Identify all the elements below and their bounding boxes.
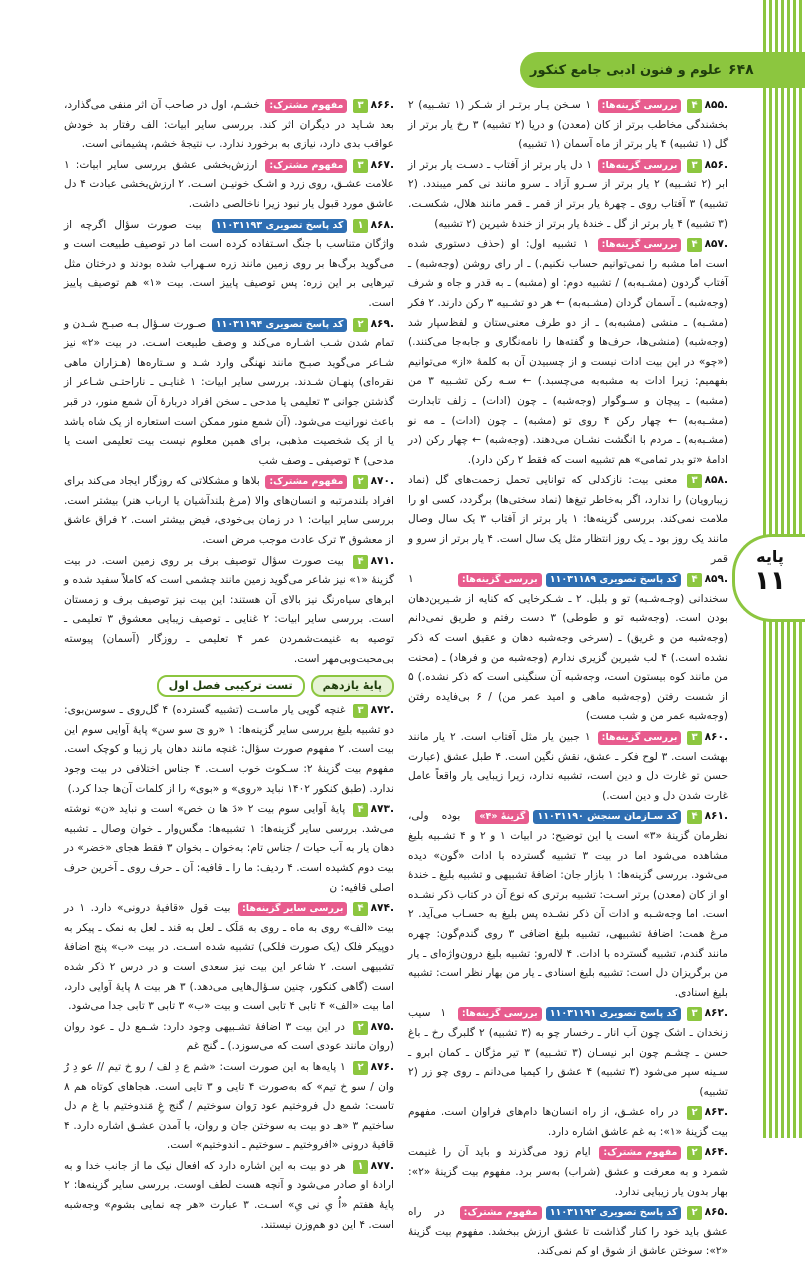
question-number: .۸۵۹ — [704, 573, 728, 586]
left-column-part-a — [64, 96, 394, 669]
answer-text: در راه عشق باید خود را کنار گذاشت تا عشق ارزش ببخشد. مفهوم بیت گزینهٔ «۲»: سوختن عاشق از شوق او کم نمی‌کند. — [408, 1206, 728, 1258]
correct-option-badge: ۱ — [353, 219, 367, 233]
section-title: تست ترکیبی فصل اول — [157, 675, 305, 697]
answer-item — [408, 807, 728, 1003]
answer-label: بررسی گزینه‌ها: — [458, 1007, 542, 1021]
answer-label: مفهوم مشترک: — [599, 1146, 681, 1160]
answer-item — [64, 96, 394, 155]
answer-code-badge: کد پاسخ تصویری ۱۱۰۳۱۱۹۳ — [212, 219, 348, 233]
question-number: .۸۶۸ — [370, 218, 394, 231]
question-number: .۸۶۰ — [704, 731, 728, 743]
answer-text: خشـم، اول در صاحب آن اثر منفی می‌گذارد، بعد شـاید در دیگران اثر کند. بررسی سایر ابیات: الف رفتار بد خودش عواقب بدی دارد، نیازی به برخورد ندارد. ب نتیجهٔ خشم، پشیمانی است. — [64, 99, 394, 151]
section-grade: پایهٔ یازدهم — [311, 675, 394, 697]
answer-item — [64, 156, 394, 215]
answer-code-badge: کد سـازمان سنجش ۱۱۰۳۱۱۹۰ — [533, 810, 681, 824]
answer-text: ۱ سـخن یـار برتـر از شـکر (۱ تشـبیه) ۲ بخشندگی مخاطب برتر از کان (معدن) و دریا (۲ تشبیه) ۳ رخ یار برتر از گل (۱ تشبیه) ۴ یار برتر از ماه آسمان (۱ تشبیه) — [408, 99, 729, 151]
answer-text: ۱ جبین یار مثل آفتاب است. ۲ یار مانند بهشت است. ۳ لوح فکر ـ عشق، نقش نگین است. ۴ طبل عشق (عبارت حسن تو غارت دل و دین است، تشبیه ندارد، زیرا زیبایی یار واقعاً عامل غارت شدن دل و دین است.) — [408, 731, 728, 802]
correct-option-badge: ۳ — [687, 1007, 701, 1021]
answer-item — [64, 216, 394, 314]
answer-item — [64, 899, 394, 1017]
correct-option-badge: ۴ — [687, 99, 701, 113]
answer-text: ۱ تشبیه اول: او (حذف دستوری شده است اما مشبه را نمی‌توانیم حساب نکنیم.) ـ ار رای روشن (وجه‌شبه) ـ آفتاب گردون (مشـبه‌به) / تشبیه دوم: او (مشبه) ـ به قدر و جاه و شرف (وجه‌شبه) ـ آسمان گردان (مشـبه‌به) ← هر دو تشـبیه ۳ رکن دارند. ۲ فکر (مشـبه) ـ منشی (مشبه‌به) ـ از دو طرف معنی‌ستان و لفظ‌سپار شد (وجه‌شبه) (منشی‌ها، حرف‌ها و گفته‌ها را نامه‌نگاری و جابه‌جا می‌کنند.) («چو» در این بیت ادات نیست و از چسبیدن آن به کلمهٔ «از» می‌توانیم بفهمیم: زیرا ادات به مشبه‌به می‌چسبد.) ← سـه رکن تشـبیه ۳ من (مشبه) ـ پیچان و سـوگوار (وجه‌شبه) ـ چون (ادات) ـ زلف تابدارت (مشـبه‌به) ← چهار رکن ۴ روی تو (مشبه) ـ چون (ادات) ـ مه نو (مشـبه‌به) ـ مردم با انگشت نشـان می‌دهند. (وجه‌شبه) ← چهار رکن (در ادامهٔ «تو بدر تمامی» هم تشبیه است که فقط ۲ رکن دارد). — [408, 238, 729, 466]
answer-text: معنی بیت: نازکدلی که توانایی تحمل زحمت‌های گل (نماد زیبارویان) را ندارد، اگر به‌خاطر تیغ‌ها (نماد سختی‌ها) برگردد، کسی او را ملامت نمی‌کند. بررسی گزینه‌ها: ۱ یار برتر از آفتاب ۳ یک سال وصال مانند یک روز بود ـ یک روز انتظار مثل یک سال است. ۴ یار برتر از سرو و قمر — [408, 474, 728, 565]
question-number: .۸۷۷ — [370, 1159, 394, 1172]
correct-option-badge: ۲ — [687, 1106, 701, 1120]
question-number: .۸۶۳ — [704, 1106, 728, 1119]
answer-item — [64, 472, 394, 550]
answer-text: صـورت سـؤال بـه صبـح شـدن و تمام شدن شـب اشـاره می‌کند و وصف طبیعت اسـت. در بیت «۲» نیز شـاعر می‌گوید صبـح مانند نهنگی وارد شـد و سـتاره‌ها (هـزاران ماهی نقره‌ای) پنهـان شـدند. بررسی سایر ابیات: ۱ غنایـی ـ ناراحتـی شـاعر از گذشتن جوانی ۳ تعلیمی یا مدحی ـ سخن افراد دربارهٔ آن شمع منور، در قبر باعث نورانیت می‌شود. (آن شمع منور ممکن است استعاره از یک شاه باشد یا از یک شخصیت مذهبی، برای همین معلوم نیست بیت تعلیمی است یا مدحی) ۴ توصیفی ـ وصف شب — [64, 317, 394, 467]
answer-text: ۱ دل یار برتر از آفتاب ـ دسـت یار برتر از ابر (۲ تشـبیه) ۲ یار برتر از سـرو آزاد ـ سرو مانند نی کمر میبندد. (۲ تشبیه) ۳ آفتاب روی ـ چهرهٔ یار برتر از قمر ـ قمر مانند هلال، شکسـت. (۳ تشبیه) ۴ یار برتر از گل ـ خندهٔ یار برتر از خندهٔ شیرین (۲ تشبیه) — [408, 158, 728, 230]
answer-label: بررسی گزینه‌ها: — [598, 238, 682, 252]
answer-text: بلاها و مشکلاتی که روزگار ایجاد می‌کند برای افراد بلندمرتبه و انسان‌های والا (مرغ بلندآشیان یا ارباب هنر) بیشتر است. بررسی سایر ابیات: ۱ در زمان بی‌خودی، فیض بیشتر است. ۲ فراق عاشق از معشوق ۳ ترک عادت موجب مرض است. — [64, 475, 394, 547]
correct-option-badge: ۲ — [687, 1146, 701, 1160]
correct-option-badge: ۲ — [353, 475, 367, 489]
answer-text: بوده ولی، نظرمان گزینهٔ «۳» است یا این توضیح: در ابیات ۱ و ۲ و ۴ تشـبیه بلیغ مشاهده می‌شود اما در بیت ۳ تشبیه گسترده با ادات «گون» دیده می‌شود. بررسی گزینه‌ها: ۱ بازار جان: اضافهٔ تشبیهی و تشبیه بلیغ ـ خندهٔ او از کان (معدن) برتر اسـت: تشبیه برتری که نوع آن در کتاب ذکر نشـده است. اما وجه‌شـبه و ادات آن ذکر نشـده پس بلیغ به حسـاب می‌آید. ۲ مرغ همت: اضافهٔ تشبیهی، تشبیه بلیغ اضافی ۳ روی گندم‌گون: چهره مانند گندم، تشبیه گسترده با ادات. ۴ لاله‌رو: تشبیه بلیغ درون‌واژه‌ای ـ یار من برگریزان دل است: تشبیه بلیغ اسنادی ـ یار من بهار نظر است: تشبیه بلیغ اسنادی. — [408, 810, 728, 999]
book-title: علوم و فنون ادبی جامع کنکور — [530, 62, 723, 78]
answer-item — [408, 1103, 728, 1142]
answer-item — [64, 315, 394, 472]
question-number: .۸۷۵ — [370, 1020, 394, 1033]
correct-option-badge: ۴ — [353, 902, 367, 916]
question-number: .۸۵۵ — [704, 99, 728, 111]
question-number: .۸۷۳ — [370, 803, 394, 816]
correct-option-badge: ۲ — [353, 1021, 367, 1035]
question-number: .۸۶۹ — [370, 317, 394, 330]
question-number: .۸۵۷ — [704, 238, 728, 251]
answer-item — [64, 552, 394, 670]
section-heading — [64, 675, 394, 697]
correct-option-badge: ۴ — [687, 573, 701, 587]
correct-option-badge: ۴ — [687, 238, 701, 252]
answer-item — [64, 1018, 394, 1057]
correct-option-badge: ۴ — [687, 810, 701, 824]
answer-item — [64, 701, 394, 799]
answer-label: گزینهٔ «۴» — [475, 810, 529, 824]
answer-label: بررسی گزینه‌ها: — [598, 159, 682, 173]
question-number: .۸۷۶ — [370, 1060, 394, 1073]
question-number: .۸۶۵ — [704, 1206, 728, 1219]
correct-option-badge: ۳ — [353, 159, 367, 173]
answer-code-badge: کد پاسخ تصویری ۱۱۰۳۱۱۸۹ — [546, 573, 682, 587]
answer-item — [64, 1157, 394, 1235]
answer-item — [64, 1058, 394, 1156]
correct-option-badge: ۳ — [687, 159, 701, 173]
correct-option-badge: ۴ — [353, 803, 367, 817]
answer-item — [408, 570, 728, 727]
correct-option-badge: ۲ — [353, 1061, 367, 1075]
right-column — [408, 96, 728, 1263]
answer-label: بررسی گزینه‌ها: — [458, 573, 542, 587]
answer-text: ایام زود می‌گذرند و باید آن را غنیمت شمرد و به معرفت و عشق (شراب) به‌سر برد. مفهوم بیت گزینهٔ «۲»: بهار بدون یار زیبایی ندارد. — [408, 1146, 728, 1198]
grade-tab — [732, 534, 805, 622]
answer-label: بررسی گزینه‌ها: — [598, 99, 682, 113]
question-number: .۸۷۲ — [370, 704, 394, 717]
question-number: .۸۵۶ — [704, 158, 728, 171]
answer-label: مفهوم مشترک: — [265, 159, 347, 173]
question-number: .۸۶۱ — [704, 810, 728, 823]
question-number: .۸۵۸ — [704, 474, 728, 487]
answer-label: مفهوم مشترک: — [265, 99, 347, 113]
question-number: .۸۶۶ — [370, 99, 394, 111]
answer-text: ارزش‌بخشی عشق بررسی سایر ابیات: ۱ علامت عشـق، روی زرد و اشـک خونیـن اسـت. ۲ ارزش‌بخشی عبادت ۴ دل عاشق مورد قبول یار نبود زیرا ناخالصی داشت. — [64, 158, 394, 210]
question-number: .۸۷۰ — [370, 475, 394, 488]
question-number: .۸۶۴ — [704, 1146, 728, 1159]
answer-text: ۱ سیب زنخدان ـ اشک چون آب انار ـ رخسار چو به (۳ تشبیه) ۲ گلبرگ رخ ـ باغ حسن ـ چشـم چون ابر نیسـان (۳ تشـبیه) ۳ تیر مژگان ـ کمان ابرو ـ سـینه سپر می‌شود (۳ تشبیه) ۴ عشق را کیمیا می‌دانم ـ روی چو زر (۲ تشبیه) — [408, 1007, 729, 1098]
answer-item — [408, 1004, 728, 1102]
question-number: .۸۷۱ — [370, 554, 394, 567]
answer-text: در راه عشـق، از راه انسان‌ها دام‌های فراوان است. مفهوم بیت گزینهٔ «۱»: به غم عاشق اشاره دارد. — [408, 1106, 728, 1138]
grade-label: پایه — [756, 547, 784, 566]
answer-text: در این بیت ۳ اضافهٔ تشـبیهی وجود دارد: شـمع دل ـ عود روان (روان مانند عودی است که می‌سوزد.) ـ گنج غم — [64, 1020, 394, 1053]
answer-code-badge: کد پاسخ تصویری ۱۱۰۳۱۱۹۲ — [546, 1206, 682, 1220]
answer-code-badge: کد پاسخ تصویری ۱۱۰۳۱۱۹۴ — [212, 318, 348, 332]
answer-item — [408, 156, 728, 234]
question-number: .۸۶۲ — [704, 1007, 728, 1020]
answer-text: ۱ سخندانی (وجـه‌شـبه) تو و بلبل. ۲ ـ شـکرخایی که کنایه از شـیرین‌دهان بودن است. (وجه‌شبه تو و طوطی) ۳ دست رفتم و طریق نمی‌دانم (وجه‌شبه من و غریق) ـ (سرخی وجه‌شبه دهان و عقیق است که ذکر نشده است.) ۴ لب شیرین گزیری ندارم (وجه‌شبه من و فرهاد) ـ (محنت من مانند کوه بیستون است، وجه‌شبه آن سنگینی است که ذکر نشده.) ۵ از شست رفتن (وجه‌شبه ماهی و امید عمر من) / ۶ بی‌فایده رفتن (وجه‌شبه عمر من و شب مست) — [408, 573, 728, 723]
grade-number: ۱۱ — [754, 566, 786, 596]
correct-option-badge: ۳ — [353, 99, 367, 113]
correct-option-badge: ۲ — [353, 318, 367, 332]
correct-option-badge: ۴ — [353, 555, 367, 569]
correct-option-badge: ۳ — [687, 731, 701, 745]
answer-text: ۱ پایه‌ها به این صورت است: «شم ع دِ لف / رو خ تیم // عو دِ رُ وان / سو خ تیم» که به‌صورت ۴ تایی و ۳ تایی است. هجاهای کوتاه هم ۸ تاست: شمع دل فروختیم عود رَوان سوختیم / گنج غِ مَندوختیم با غ م دل ساختیم ۳ «هـ دو بیت به سوختن جان و روان، با آمدن عشـق اشاره دارد. ۴ قافیهٔ درونی «افروختیم ـ سوختیم ـ اندوختیم» است. — [64, 1060, 394, 1152]
question-number: .۸۷۴ — [370, 902, 394, 915]
answer-text: هر دو بیت به این اشاره دارد که افعال نیک ما از جانب خدا و به ارادهٔ او صادر می‌شود و آنچه هست لطف اوست. بررسی سایر گزینه‌ها: ۲ پایهٔ هفتم «اُ یِ نی یِ» اسـت. ۳ عبارت «هر چه نمایی بشوم» وجه‌شبه است. ۴ این دو هم‌وزن نیستند. — [64, 1159, 394, 1231]
answer-label: بررسی سایر گزینه‌ها: — [238, 902, 348, 916]
correct-option-badge: ۱ — [353, 1160, 367, 1174]
answer-item — [408, 1203, 728, 1262]
answer-text: پایهٔ آوایی سوم بیت ۲ «دَ ها ن خص» است و نباید «ن» نوشته می‌شد. بررسی سایر گزینه‌ها: ۱ تشبیه‌ها: مگس‌وار ـ خوان وصال ـ تشبیه دهان یار به آب حیات / جناس تام: به‌خوان ـ بخوان ۳ فقط هجای «خضر» در بیت دوم کشیده است. ۴ ردیف: ما را ـ قافیه: آن ـ حرف روی ـ آخرین حرف اصلی قافیه: ن — [64, 803, 395, 894]
question-number: .۸۶۷ — [370, 158, 394, 171]
correct-option-badge: ۳ — [353, 704, 367, 718]
correct-option-badge: ۳ — [687, 474, 701, 488]
answer-text: بیت قول «قافیهٔ درونی» دارد. ۱ در بیت «الف» روی به ماه ـ روی به مَلَک ـ لعل به قند ـ لعل به نمک ـ پیکر به دوپیکر فلک (یک صورت فلکی) تشبیه شده اسـت. در بیت «ب» پنج اضافهٔ تشبیهی است. ۲ شاعر این بیت نیز سعدی است و در درس ۲ ذکر شده است (گاهی کنکور، چنین سـؤال‌هایی می‌دهد.) ۳ هر بیت ۸ پایهٔ آوایی دارد، اما بیت «الف» ۴ تابی ۴ تابی است و بیت «ب» ۳ تابی ۳ تابی جدا می‌شود. — [64, 902, 394, 1013]
left-column — [64, 96, 394, 1236]
page-number: ۶۴۸ — [728, 62, 754, 78]
answer-item — [64, 800, 394, 898]
answer-item — [408, 96, 728, 155]
answer-label: مفهوم مشترک: — [460, 1206, 542, 1220]
answer-text: غنچه گویی یار ماسـت (تشبیه گسترده) ۴ گل‌روی ـ سوسن‌بوی: دو تشبیه بلیغ بررسی سایر گزینه‌ها: ۱ «رو یَ سو سن» پایهٔ آوایی سوم این بیت است. ۲ مفهوم صورت سؤال: غنچه مانند دهان یار زیبا و کوچک است. مفهوم بیت گزینهٔ ۲: سـکوت خوب اسـت. ۴ جناس اختلافی در بیت وجود ندارد. (طبق کنکور ۱۴۰۲ نباید «روی» و «بوی» را از کلمات آن‌ها جدا کرد.) — [64, 704, 394, 795]
page-header — [520, 52, 805, 88]
answer-label: مفهوم مشترک: — [265, 475, 347, 489]
answer-code-badge: کد پاسخ تصویری ۱۱۰۳۱۱۹۱ — [546, 1007, 682, 1021]
left-column-part-b — [64, 701, 394, 1235]
answer-text: بیت صورت سؤال توصیف برف بر روی زمین است. در بیت گزینهٔ «۱» نیز شاعر می‌گوید زمین مانند چشمی است که کاملاً سفید شده و ابرهای سیاه‌رنگ نیز بالای آن هستند: این بیت نیز توصیف برف و زمستان است. بررسی سایر ابیات: ۲ غنایی ـ توصیف زیبایی معشوق ۳ تعلیمی ـ توصیه به غنیمت‌شمردن عمر ۴ تعلیمی ـ روزگار (آسمان) پیوسته بی‌محبت‌وبی‌مهر است. — [64, 554, 395, 665]
answer-text: بیت صورت سؤال اگرچه از واژگان متناسب با جنگ اسـتفاده کرده است اما در توصیف طبیعت است و می‌گوید برگ‌ها بر روی زمین مانند زره سـهراب شده بودند و درختان مثل تیرهایی بر این زره: پس توصیف پاییز است. بیت «۱» هم توصیف پاییز است. — [64, 218, 395, 309]
correct-option-badge: ۲ — [687, 1206, 701, 1220]
answer-item — [408, 728, 728, 806]
answer-item — [408, 1143, 728, 1202]
answer-label: بررسی گزینه‌ها: — [598, 731, 682, 745]
answer-item — [408, 471, 728, 569]
answer-item — [408, 235, 728, 470]
